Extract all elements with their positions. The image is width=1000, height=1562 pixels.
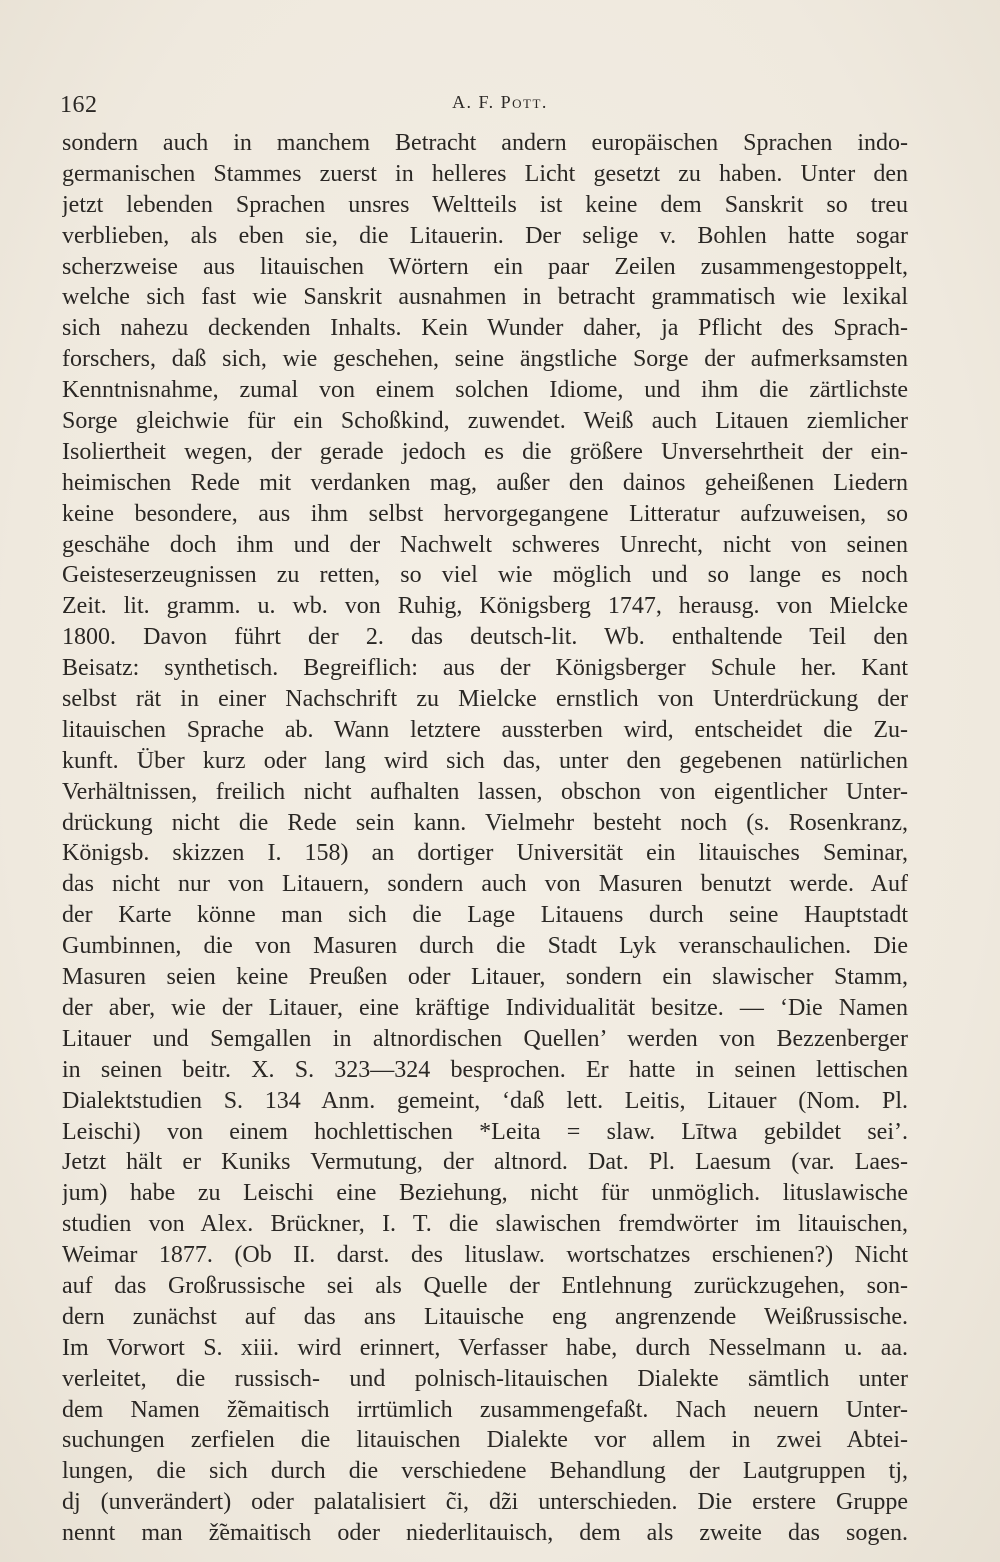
text-line: kunft. Über kurz oder lang wird sich das, unter den gegebenen natürlichen (62, 747, 908, 774)
page-header (60, 88, 940, 118)
text-line: jum) habe zu Leischi eine Beziehung, nicht für unmöglich. lituslawische (62, 1180, 908, 1207)
text-line: keine besondere, aus ihm selbst hervorgegangene Litteratur aufzuweisen, so (62, 500, 908, 527)
text-line: Weimar 1877. (Ob II. darst. des lituslaw. wortschatzes erschienen?) Nicht (62, 1242, 908, 1269)
text-line: drückung nicht die Rede sein kann. Vielmehr besteht noch (s. Rosenkranz, (62, 809, 908, 836)
text-line: Dialektstudien S. 134 Anm. gemeint, ‘daß lett. Leitis, Litauer (Nom. Pl. (62, 1087, 908, 1114)
text-line: Gumbinnen, die von Masuren durch die Stadt Lyk veranschaulichen. Die (62, 933, 908, 960)
text-line: der Karte könne man sich die Lage Litauens durch seine Hauptstadt (62, 902, 908, 929)
text-line: Isoliertheit wegen, der gerade jedoch es die größere Unversehrtheit der ein- (62, 438, 908, 465)
text-line: heimischen Rede mit verdanken mag, außer den dainos geheißenen Liedern (62, 469, 908, 496)
body-text (62, 128, 908, 1549)
text-line: das nicht nur von Litauern, sondern auch von Masuren benutzt werde. Auf (62, 871, 908, 898)
text-line: nennt man ž̃emaitisch oder niederlitauisch, dem als zweite das sogen. (62, 1520, 908, 1547)
text-line: geschähe doch ihm und der Nachwelt schweres Unrecht, nicht von seinen (62, 531, 908, 558)
text-line: scherzweise aus litauischen Wörtern ein paar Zeilen zusammengestoppelt, (62, 253, 908, 280)
text-line: Im Vorwort S. xiii. wird erinnert, Verfasser habe, durch Nesselmann u. aa. (62, 1334, 908, 1361)
text-line: verblieben, als eben sie, die Litauerin. Der selige v. Bohlen hatte sogar (62, 222, 908, 249)
text-line: forschers, daß sich, wie geschehen, seine ängstliche Sorge der aufmerksamsten (62, 346, 908, 373)
text-line: studien von Alex. Brückner, I. T. die slawischen fremdwörter im litauischen, (62, 1211, 908, 1238)
text-line: sondern auch in manchem Betracht andern europäischen Sprachen indo- (62, 130, 908, 156)
text-line: sich nahezu deckenden Inhalts. Kein Wunder daher, ja Pflicht des Sprach- (62, 315, 908, 342)
text-line: Masuren seien keine Preußen oder Litauer, sondern ein slawischer Stamm, (62, 964, 908, 991)
text-line: auf das Großrussische sei als Quelle der Entlehnung zurückzugehen, son- (62, 1272, 908, 1299)
text-line: dj (unverändert) oder palatalisiert c̃i, dz̃i unterschieden. Die erstere Gruppe (62, 1489, 908, 1516)
text-line: Kenntnisnahme, zumal von einem solchen Idiome, und ihm die zärtlichste (62, 377, 908, 404)
text-line: dem Namen ž̃emaitisch irrtümlich zusammengefaßt. Nach neuern Unter- (62, 1396, 908, 1423)
text-line: selbst rät in einer Nachschrift zu Mielcke ernstlich von Unterdrückung der (62, 686, 908, 713)
text-line: Zeit. lit. gramm. u. wb. von Ruhig, Königsberg 1747, herausg. von Mielcke (62, 593, 908, 620)
page-number: 162 (60, 92, 98, 118)
text-line: Geisteserzeugnissen zu retten, so viel wie möglich und so lange es noch (62, 562, 908, 589)
text-line: Verhältnissen, freilich nicht aufhalten lassen, obschon von eigentlicher Unter- (62, 778, 908, 805)
text-line: Sorge gleichwie für ein Schoßkind, zuwendet. Weiß auch Litauen ziemlicher (62, 408, 908, 435)
text-line: jetzt lebenden Sprachen unsres Weltteils ist keine dem Sanskrit so treu (62, 191, 908, 218)
text-line: in seinen beitr. X. S. 323—324 besprochen. Er hatte in seinen lettischen (62, 1056, 908, 1083)
text-line: dern zunächst auf das ans Litauische eng angrenzende Weißrussische. (62, 1303, 908, 1330)
text-line: litauischen Sprache ab. Wann letztere aussterben wird, entscheidet die Zu- (62, 716, 908, 743)
text-line: Beisatz: synthetisch. Begreiflich: aus der Königsberger Schule her. Kant (62, 655, 908, 682)
text-line: welche sich fast wie Sanskrit ausnahmen in betracht grammatisch wie lexikal (62, 284, 908, 311)
text-line: der aber, wie der Litauer, eine kräftige Individualität besitze. — ‘Die Namen (62, 994, 908, 1021)
text-line: Königsb. skizzen I. 158) an dortiger Universität ein litauisches Seminar, (62, 840, 908, 867)
text-line: Litauer und Semgallen in altnordischen Quellen’ werden von Bezzenberger (62, 1025, 908, 1052)
text-line: germanischen Stammes zuerst in helleres Licht gesetzt zu haben. Unter den (62, 160, 908, 187)
text-line: 1800. Davon führt der 2. das deutsch-lit. Wb. enthaltende Teil den (62, 624, 908, 651)
text-line: verleitet, die russisch- und polnisch-litauischen Dialekte sämtlich unter (62, 1365, 908, 1392)
text-line: Leischi) von einem hochlettischen *Leita = slaw. Lītwa gebildet sei’. (62, 1118, 908, 1145)
text-line: suchungen zerfielen die litauischen Dialekte vor allem in zwei Abtei- (62, 1427, 908, 1454)
text-line: lungen, die sich durch die verschiedene Behandlung der Lautgruppen tj, (62, 1458, 908, 1485)
text-line: Jetzt hält er Kuniks Vermutung, der altnord. Dat. Pl. Laesum (var. Laes- (62, 1149, 908, 1176)
running-head: A. F. Pott. (452, 92, 548, 112)
